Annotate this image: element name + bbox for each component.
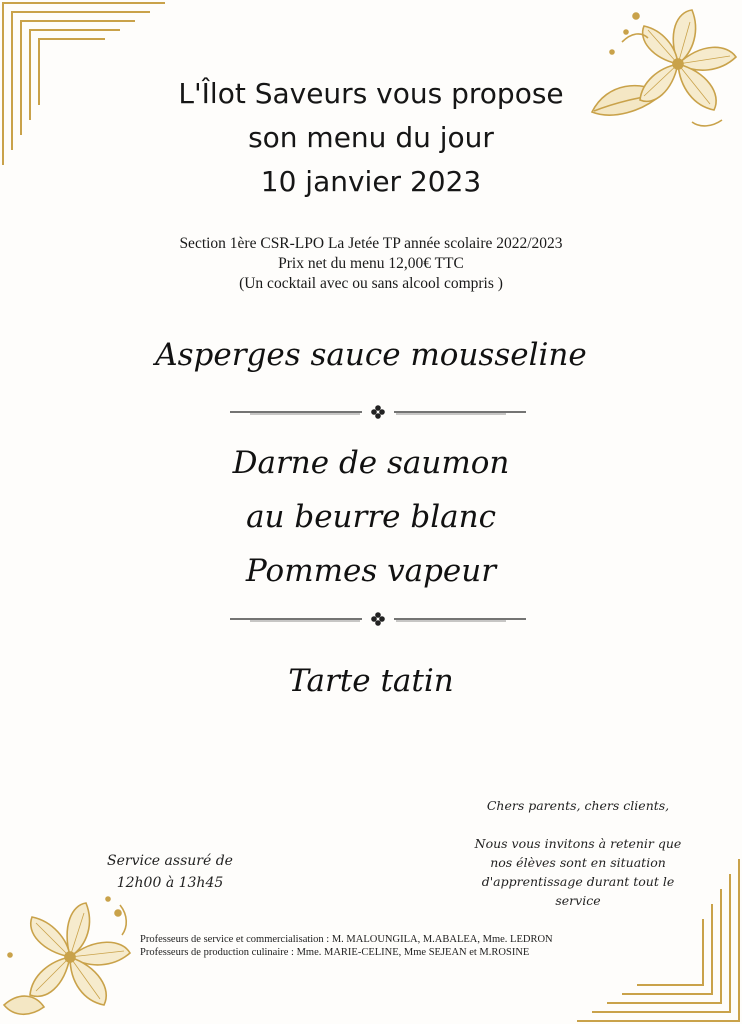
- header-date: 10 janvier 2023: [260, 165, 482, 198]
- note-line-3: d'apprentissage durant tout le: [481, 874, 675, 889]
- flower-bottom-left: [0, 895, 150, 1024]
- note-greeting: Chers parents, chers clients,: [486, 798, 670, 813]
- info-section-line: Section 1ère CSR-LPO La Jetée TP année scolaire 2022/2023: [179, 235, 563, 252]
- info-cocktail-line: (Un cocktail avec ou sans alcool compris ): [239, 275, 503, 292]
- note-line-2: nos élèves sont en situation: [490, 855, 666, 870]
- dish-dessert: Tarte tatin: [288, 663, 454, 699]
- info-price-line: Prix net du menu 12,00€ TTC: [278, 255, 464, 272]
- info-block: [0, 234, 742, 294]
- menu-header: [0, 72, 742, 204]
- service-line-1: Service assuré de: [107, 853, 233, 869]
- divider-1: [230, 402, 526, 422]
- note-block: [468, 796, 688, 910]
- dish-main: [0, 436, 742, 598]
- note-line-1: Nous vous invitons à retenir que: [474, 836, 682, 851]
- header-line-1: L'Îlot Saveurs vous propose: [178, 77, 564, 110]
- staff-service-teachers: Professeurs de service et commercialisation : M. MALOUNGILA, M.ABALEA, Mme. LEDRON: [140, 934, 553, 945]
- divider-2: [230, 609, 526, 629]
- dish-main-line-1: Darne de saumon: [232, 445, 510, 481]
- note-line-4: service: [555, 893, 601, 908]
- dish-main-line-3: Pommes vapeur: [245, 553, 497, 589]
- service-line-2: 12h00 à 13h45: [116, 875, 224, 891]
- header-line-2: son menu du jour: [248, 121, 494, 154]
- staff-block: [140, 933, 610, 959]
- staff-culinary-teachers: Professeurs de production culinaire : Mme. MARIE-CELINE, Mme SEJEAN et M.ROSINE: [140, 947, 530, 958]
- service-hours: [90, 850, 250, 894]
- dish-main-line-2: au beurre blanc: [246, 499, 496, 535]
- dish-starter: Asperges sauce mousseline: [155, 337, 587, 373]
